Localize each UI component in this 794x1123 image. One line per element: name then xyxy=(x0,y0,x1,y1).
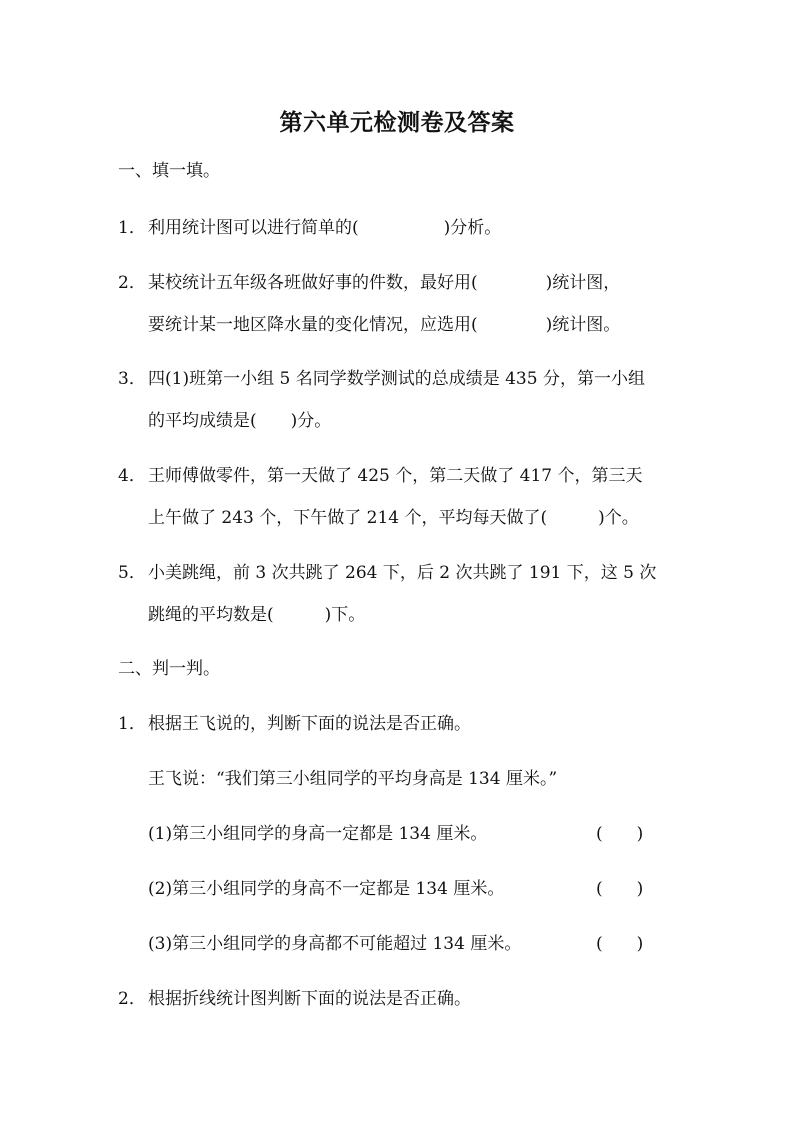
question-1-2 xyxy=(118,272,620,294)
question-text: 某校统计五年级各班做好事的件数，最好用( )统计图， xyxy=(148,273,621,293)
question-1-5 xyxy=(118,562,656,584)
question-text: 根据王飞说的，判断下面的说法是否正确。 xyxy=(148,714,471,734)
question-text: 利用统计图可以进行简单的( )分析。 xyxy=(148,218,502,238)
question-text: 王师傅做零件，第一天做了 425 个，第二天做了 417 个，第三天 xyxy=(148,466,643,486)
question-number: 5． xyxy=(118,563,146,583)
question-number: 2． xyxy=(118,273,146,293)
question-1-4-continued: 上午做了 243 个，下午做了 214 个，平均每天做了( )个。 xyxy=(148,508,639,528)
section-heading-true-false: 二、判一判。 xyxy=(118,659,220,679)
question-1-2-continued: 要统计某一地区降水量的变化情况，应选用( )统计图。 xyxy=(148,315,621,335)
question-1-5-continued: 跳绳的平均数是( )下。 xyxy=(148,605,366,625)
question-text: 根据折线统计图判断下面的说法是否正确。 xyxy=(148,989,471,1009)
question-text: 小美跳绳，前 3 次共跳了 264 下，后 2 次共跳了 191 下，这 5 次 xyxy=(148,563,657,583)
statement-3: (3)第三小组同学的身高都不可能超过 134 厘米。 xyxy=(148,934,522,954)
question-1-3 xyxy=(118,368,645,390)
question-number: 1． xyxy=(118,218,146,238)
question-2-2 xyxy=(118,988,471,1010)
answer-blank-1[interactable]: ( ) xyxy=(596,824,644,844)
quote-text: 王飞说：“我们第三小组同学的平均身高是 134 厘米。” xyxy=(148,769,558,789)
statement-1: (1)第三小组同学的身高一定都是 134 厘米。 xyxy=(148,824,488,844)
question-text: 四(1)班第一小组 5 名同学数学测试的总成绩是 435 分，第一小组 xyxy=(148,369,645,389)
question-2-1 xyxy=(118,713,471,735)
page-title: 第六单元检测卷及答案 xyxy=(279,110,515,136)
question-number: 3． xyxy=(118,369,146,389)
question-1-3-continued: 的平均成绩是( )分。 xyxy=(148,411,332,431)
question-number: 2． xyxy=(118,989,146,1009)
answer-blank-3[interactable]: ( ) xyxy=(596,934,644,954)
section-heading-fill-in: 一、填一填。 xyxy=(118,161,220,181)
answer-blank-2[interactable]: ( ) xyxy=(596,879,644,899)
question-number: 4． xyxy=(118,466,146,486)
question-number: 1． xyxy=(118,714,146,734)
question-1-1 xyxy=(118,217,501,239)
question-1-4 xyxy=(118,465,643,487)
statement-2: (2)第三小组同学的身高不一定都是 134 厘米。 xyxy=(148,879,505,899)
